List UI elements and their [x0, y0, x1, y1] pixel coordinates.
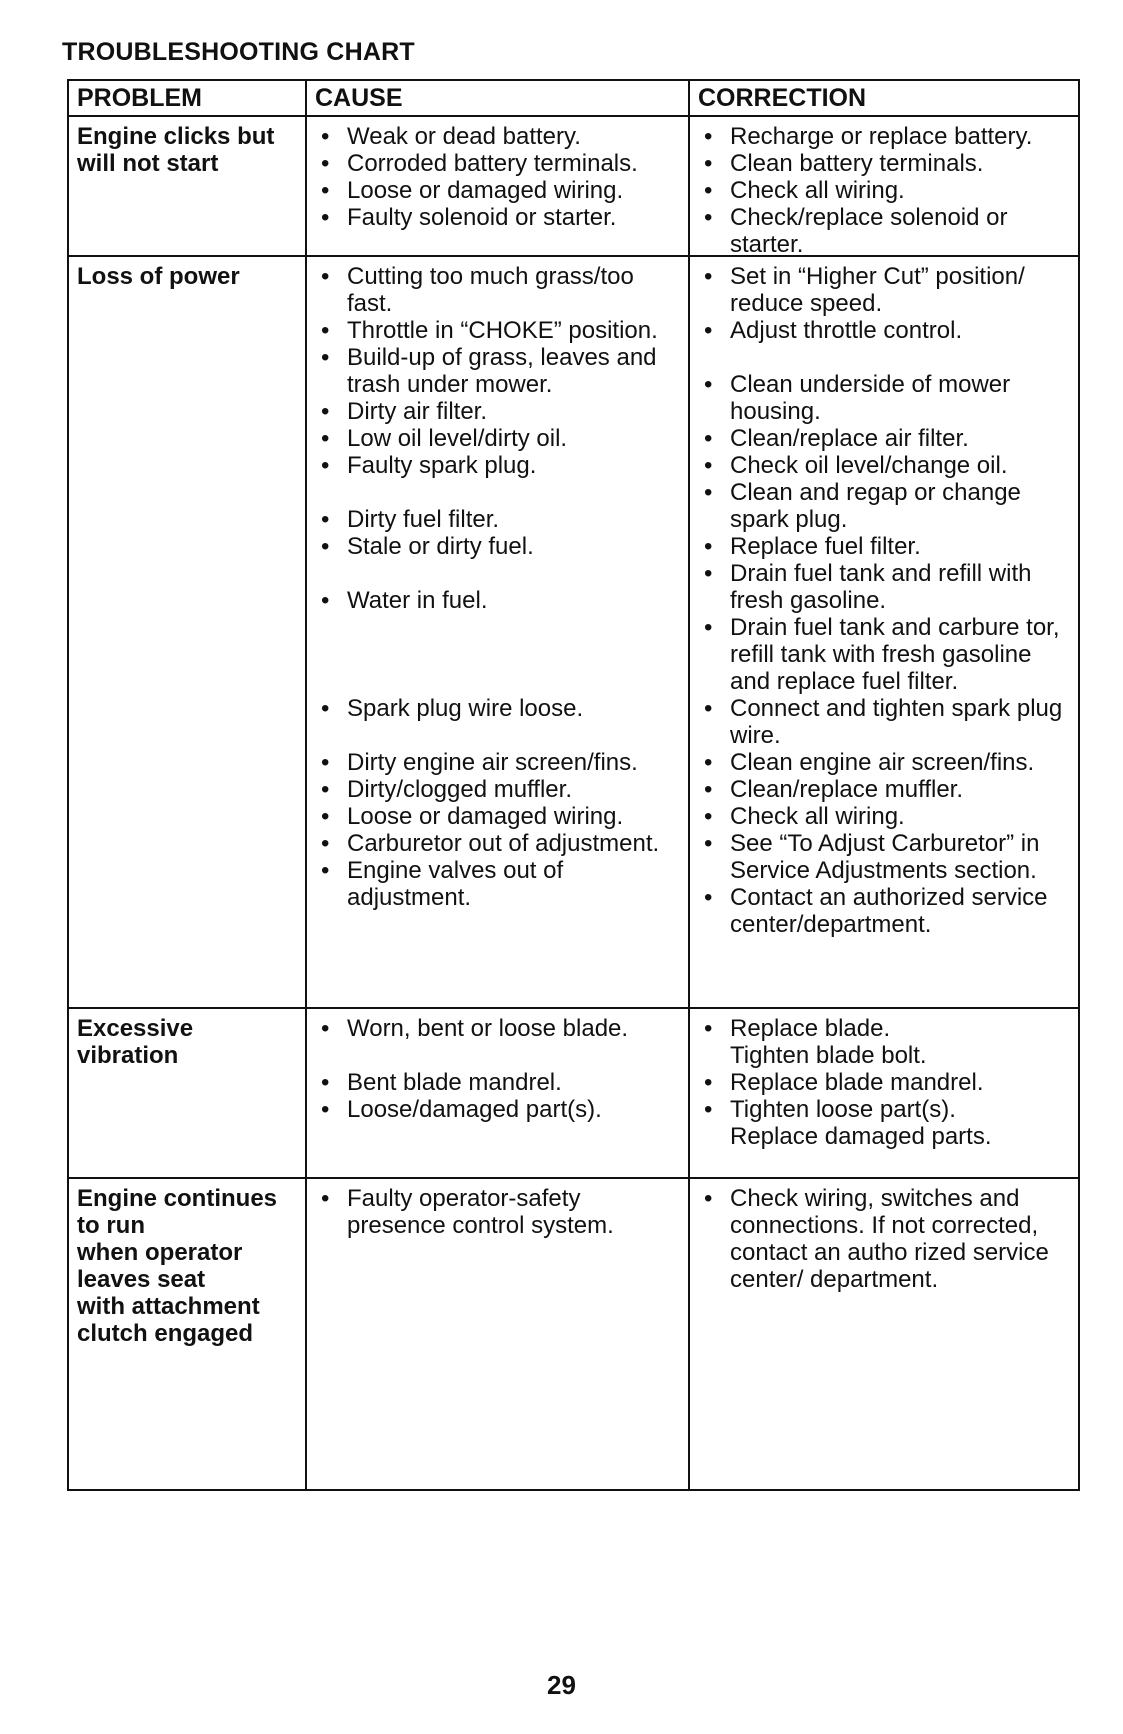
correction-item: • Check all wiring. — [704, 177, 905, 204]
correction-item: • Replace fuel filter. — [704, 533, 921, 560]
bullet-icon: • — [704, 614, 713, 641]
correction-item: • Check oil level/change oil. — [704, 452, 1008, 479]
bullet-icon: • — [321, 857, 330, 884]
header-cause: CAUSE — [305, 81, 688, 115]
correction-item: • Clean engine air screen/fins. — [704, 749, 1035, 776]
correction-item: • Clean battery terminals. — [704, 150, 984, 177]
page-number: 29 — [547, 1670, 576, 1700]
bullet-icon: • — [704, 749, 713, 776]
bullet-icon: • — [704, 1015, 713, 1042]
cause-item: • Engine valves out of adjustment. — [321, 857, 564, 911]
bullet-icon: • — [321, 506, 330, 533]
bullet-icon: • — [321, 317, 330, 344]
bullet-icon: • — [704, 560, 713, 587]
cause-item: • Dirty fuel filter. — [321, 506, 500, 533]
bullet-icon: • — [321, 1096, 330, 1123]
cause-item: • Bent blade mandrel. — [321, 1069, 562, 1096]
bullet-icon: • — [704, 123, 713, 150]
bullet-icon: • — [704, 425, 713, 452]
cause-item: • Faulty operator-safety presence control system. — [321, 1185, 614, 1239]
cause-item: • Loose or damaged wiring. — [321, 803, 624, 830]
bullet-icon: • — [321, 533, 330, 560]
problem-cell: Engine continues to run when operator leaves seat with attachment clutch engaged — [67, 1179, 305, 1489]
bullet-icon: • — [704, 204, 713, 231]
bullet-icon: • — [321, 1015, 330, 1042]
bullet-icon: • — [704, 177, 713, 204]
bullet-icon: • — [321, 776, 330, 803]
problem-cell: Loss of power — [67, 257, 305, 1007]
bullet-icon: • — [321, 452, 330, 479]
bullet-icon: • — [321, 204, 330, 231]
cause-item: • Weak or dead battery. — [321, 123, 581, 150]
correction-item: Tighten blade bolt. — [730, 1042, 927, 1069]
cause-item: • Carburetor out of adjustment. — [321, 830, 660, 857]
bullet-icon: • — [321, 695, 330, 722]
table-header-row — [67, 79, 1080, 117]
cause-item: • Loose or damaged wiring. — [321, 177, 624, 204]
correction-item: • Clean/replace air filter. — [704, 425, 969, 452]
bullet-icon: • — [321, 123, 330, 150]
bullet-icon: • — [704, 452, 713, 479]
bullet-icon: • — [704, 830, 713, 857]
cause-item: • Spark plug wire loose. — [321, 695, 584, 722]
bullet-icon: • — [704, 263, 713, 290]
bullet-icon: • — [704, 776, 713, 803]
cause-cell — [305, 1009, 688, 1177]
cause-item: • Faulty spark plug. — [321, 452, 537, 479]
table-row — [67, 117, 1080, 257]
bullet-icon: • — [704, 884, 713, 911]
cause-item: • Worn, bent or loose blade. — [321, 1015, 629, 1042]
correction-cell — [688, 1179, 1080, 1489]
troubleshooting-table — [67, 79, 1080, 1491]
correction-item: • Contact an authorized service center/department. — [704, 884, 1048, 938]
correction-cell — [688, 117, 1080, 258]
bullet-icon: • — [321, 344, 330, 371]
correction-cell — [688, 257, 1080, 1007]
header-problem: PROBLEM — [67, 81, 305, 115]
header-correction: CORRECTION — [688, 81, 1080, 115]
bullet-icon: • — [704, 317, 713, 344]
correction-item: • Check wiring, switches and connections. If not corrected, contact an autho rized service center/ department. — [704, 1185, 1049, 1293]
problem-cell: Excessive vibration — [67, 1009, 305, 1177]
correction-item: • Connect and tighten spark plug wire. — [704, 695, 1063, 749]
bullet-icon: • — [321, 425, 330, 452]
bullet-icon: • — [321, 749, 330, 776]
bullet-icon: • — [704, 533, 713, 560]
correction-item: • Tighten loose part(s). — [704, 1096, 956, 1123]
correction-item: • Adjust throttle control. — [704, 317, 963, 344]
bullet-icon: • — [321, 398, 330, 425]
correction-item: • Drain fuel tank and refill with fresh gasoline. — [704, 560, 1032, 614]
problem-cell: Engine clicks but will not start — [67, 117, 305, 255]
bullet-icon: • — [321, 1185, 330, 1212]
correction-item: • See “To Adjust Carburetor” in Service Adjustments section. — [704, 830, 1040, 884]
bullet-icon: • — [321, 830, 330, 857]
cause-cell — [305, 1179, 688, 1489]
correction-item: • Clean underside of mower housing. — [704, 371, 1011, 425]
cause-item: • Water in fuel. — [321, 587, 488, 614]
bullet-icon: • — [704, 803, 713, 830]
bullet-icon: • — [704, 1185, 713, 1212]
cause-cell — [305, 117, 688, 255]
cause-item: • Low oil level/dirty oil. — [321, 425, 568, 452]
cause-item: • Corroded battery terminals. — [321, 150, 638, 177]
bullet-icon: • — [704, 1096, 713, 1123]
bullet-icon: • — [704, 371, 713, 398]
cause-item: • Loose/damaged part(s). — [321, 1096, 602, 1123]
correction-item: • Drain fuel tank and carbure tor, refill tank with fresh gasoline and replace fuel filter. — [704, 614, 1060, 695]
correction-item: • Replace blade mandrel. — [704, 1069, 984, 1096]
table-row — [67, 1179, 1080, 1491]
correction-cell — [688, 1009, 1080, 1177]
bullet-icon: • — [321, 587, 330, 614]
cause-item: • Dirty/clogged muffler. — [321, 776, 572, 803]
correction-item: • Recharge or replace battery. — [704, 123, 1033, 150]
bullet-icon: • — [704, 150, 713, 177]
bullet-icon: • — [704, 1069, 713, 1096]
correction-item: • Set in “Higher Cut” position/ reduce speed. — [704, 263, 1025, 317]
cause-item: • Dirty air filter. — [321, 398, 488, 425]
chart-title: TROUBLESHOOTING CHART — [62, 38, 415, 66]
correction-item: • Clean and regap or change spark plug. — [704, 479, 1021, 533]
bullet-icon: • — [321, 150, 330, 177]
cause-cell — [305, 257, 688, 1007]
correction-item: • Clean/replace muffler. — [704, 776, 964, 803]
correction-item: • Replace blade. — [704, 1015, 891, 1042]
cause-item: • Faulty solenoid or starter. — [321, 204, 617, 231]
bullet-icon: • — [321, 803, 330, 830]
bullet-icon: • — [321, 263, 330, 290]
correction-item: • Check/replace solenoid or starter. — [704, 204, 1008, 258]
cause-item: • Dirty engine air screen/fins. — [321, 749, 638, 776]
bullet-icon: • — [321, 1069, 330, 1096]
cause-item: • Build-up of grass, leaves and trash under mower. — [321, 344, 657, 398]
bullet-icon: • — [704, 479, 713, 506]
cause-item: • Stale or dirty fuel. — [321, 533, 534, 560]
bullet-icon: • — [321, 177, 330, 204]
table-row — [67, 257, 1080, 1009]
table-row — [67, 1009, 1080, 1179]
bullet-icon: • — [704, 695, 713, 722]
cause-item: • Cutting too much grass/too fast. — [321, 263, 634, 317]
correction-item: Replace damaged parts. — [730, 1123, 992, 1150]
cause-item: • Throttle in “CHOKE” position. — [321, 317, 658, 344]
correction-item: • Check all wiring. — [704, 803, 905, 830]
